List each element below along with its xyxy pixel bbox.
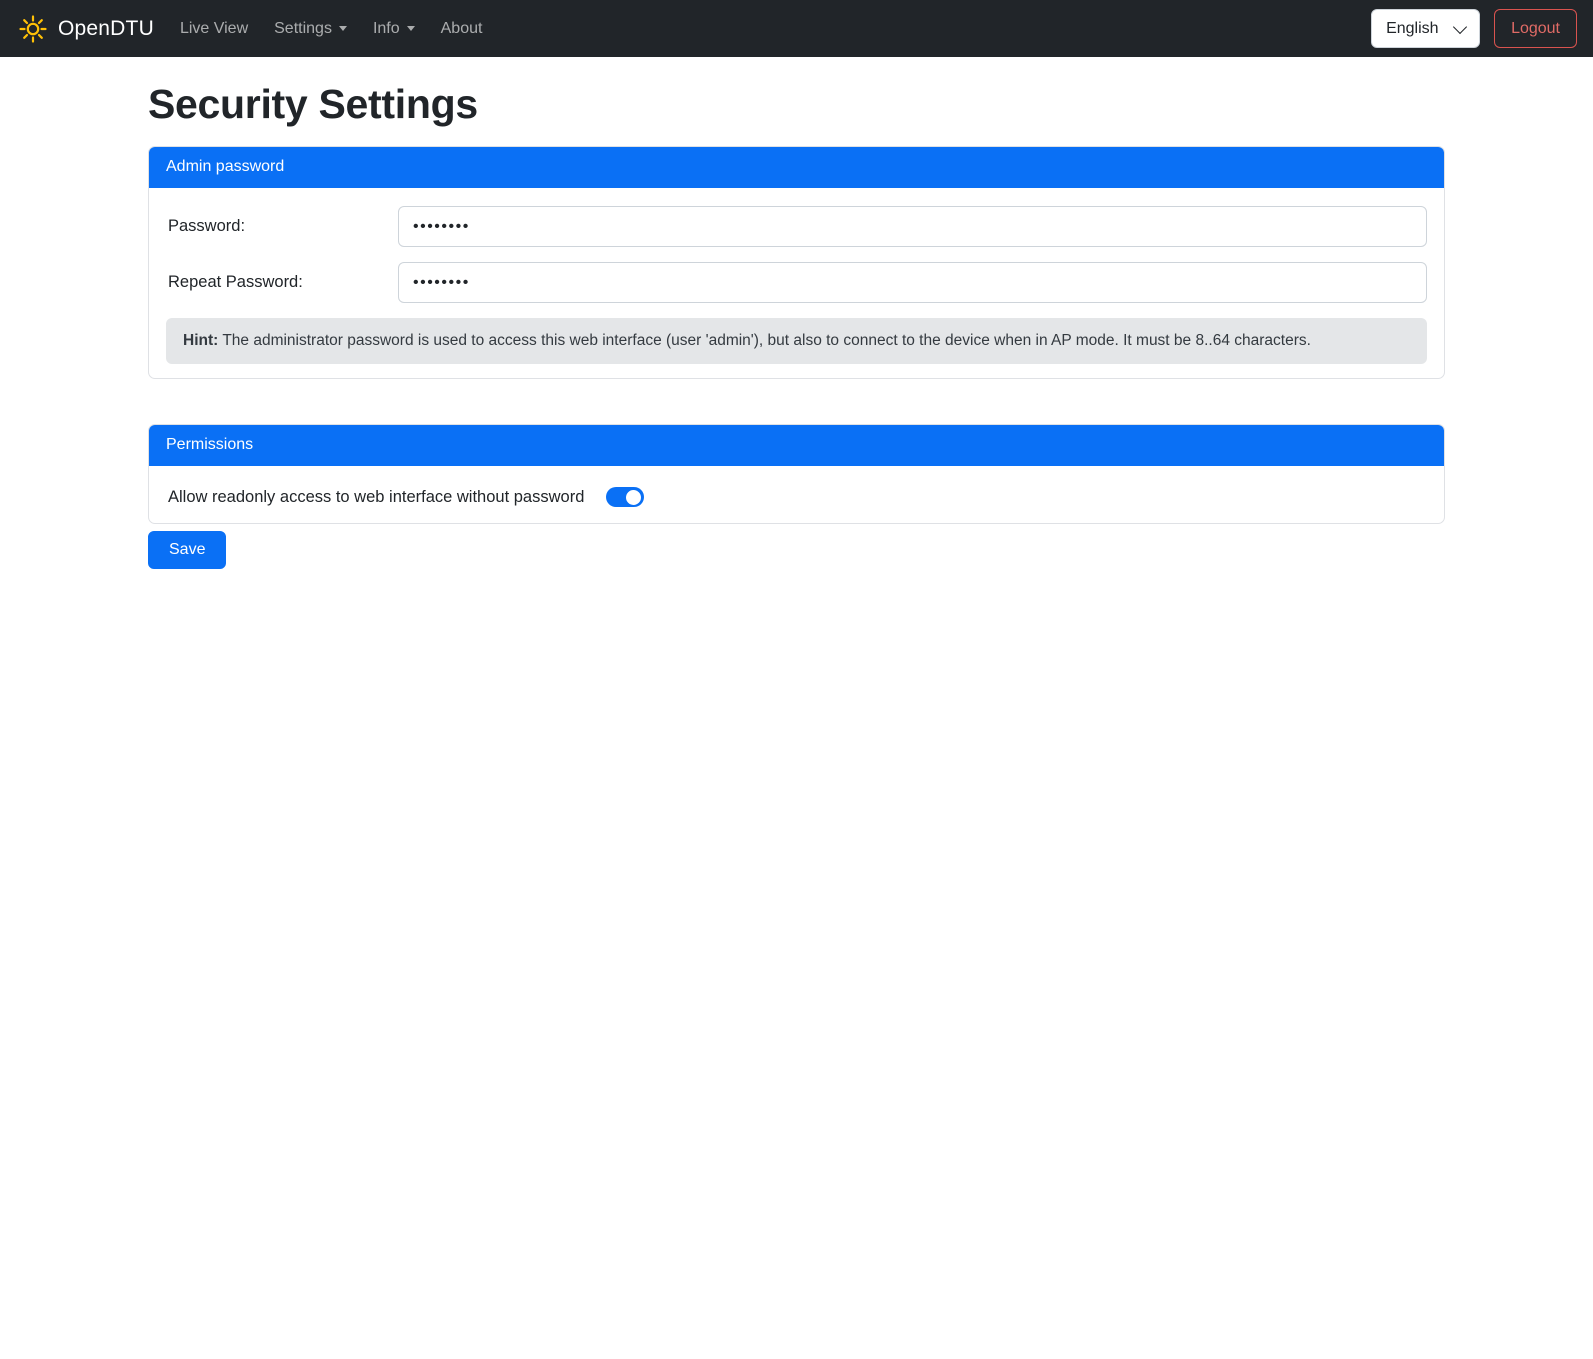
password-input[interactable] [398, 206, 1427, 247]
repeat-password-row [166, 262, 1427, 303]
nav-item-info[interactable] [373, 20, 415, 38]
repeat-password-label: Repeat Password: [168, 273, 303, 291]
chevron-down-icon [339, 26, 347, 31]
page-title: Security Settings [148, 81, 478, 127]
admin-password-card-header: Admin password [149, 147, 1444, 188]
nav-item-settings[interactable] [274, 20, 347, 38]
nav-item-label: About [440, 19, 483, 37]
readonly-access-row [166, 484, 1427, 509]
password-row [166, 206, 1427, 247]
password-label: Password: [168, 217, 246, 235]
nav-item-label: Settings [274, 19, 332, 37]
readonly-access-label: Allow readonly access to web interface without password [168, 487, 585, 506]
password-hint [166, 318, 1427, 364]
chevron-down-icon [407, 26, 415, 31]
permissions-card-body [149, 466, 1444, 523]
hint-prefix: Hint: [183, 332, 219, 349]
form-actions [148, 541, 1445, 569]
nav-item-label: Info [372, 19, 400, 37]
permissions-card [148, 424, 1445, 524]
repeat-password-input[interactable] [398, 262, 1427, 303]
navbar-right-group [1371, 9, 1577, 48]
brand-title: OpenDTU [58, 16, 154, 40]
page-content [0, 81, 1593, 569]
permissions-card-header: Permissions [149, 425, 1444, 466]
readonly-access-toggle[interactable] [606, 487, 644, 507]
top-navbar [0, 0, 1593, 57]
language-select[interactable] [1371, 9, 1480, 48]
hint-text: The administrator password is used to access this web interface (user 'admin'), but also to connect to the device when in AP mode. It must be 8..64 characters. [218, 332, 1311, 349]
nav-item-live-view[interactable] [180, 20, 248, 38]
language-select-wrapper [1371, 9, 1480, 48]
brand-link[interactable] [18, 14, 154, 44]
nav-links [180, 20, 483, 38]
nav-item-about[interactable] [441, 20, 483, 38]
logout-button[interactable]: Logout [1494, 9, 1577, 48]
admin-password-card [148, 146, 1445, 379]
sun-icon [18, 14, 48, 44]
toggle-slider [606, 487, 644, 507]
save-button[interactable]: Save [148, 531, 226, 569]
nav-item-label: Live View [179, 19, 249, 37]
admin-password-card-body [149, 188, 1444, 378]
